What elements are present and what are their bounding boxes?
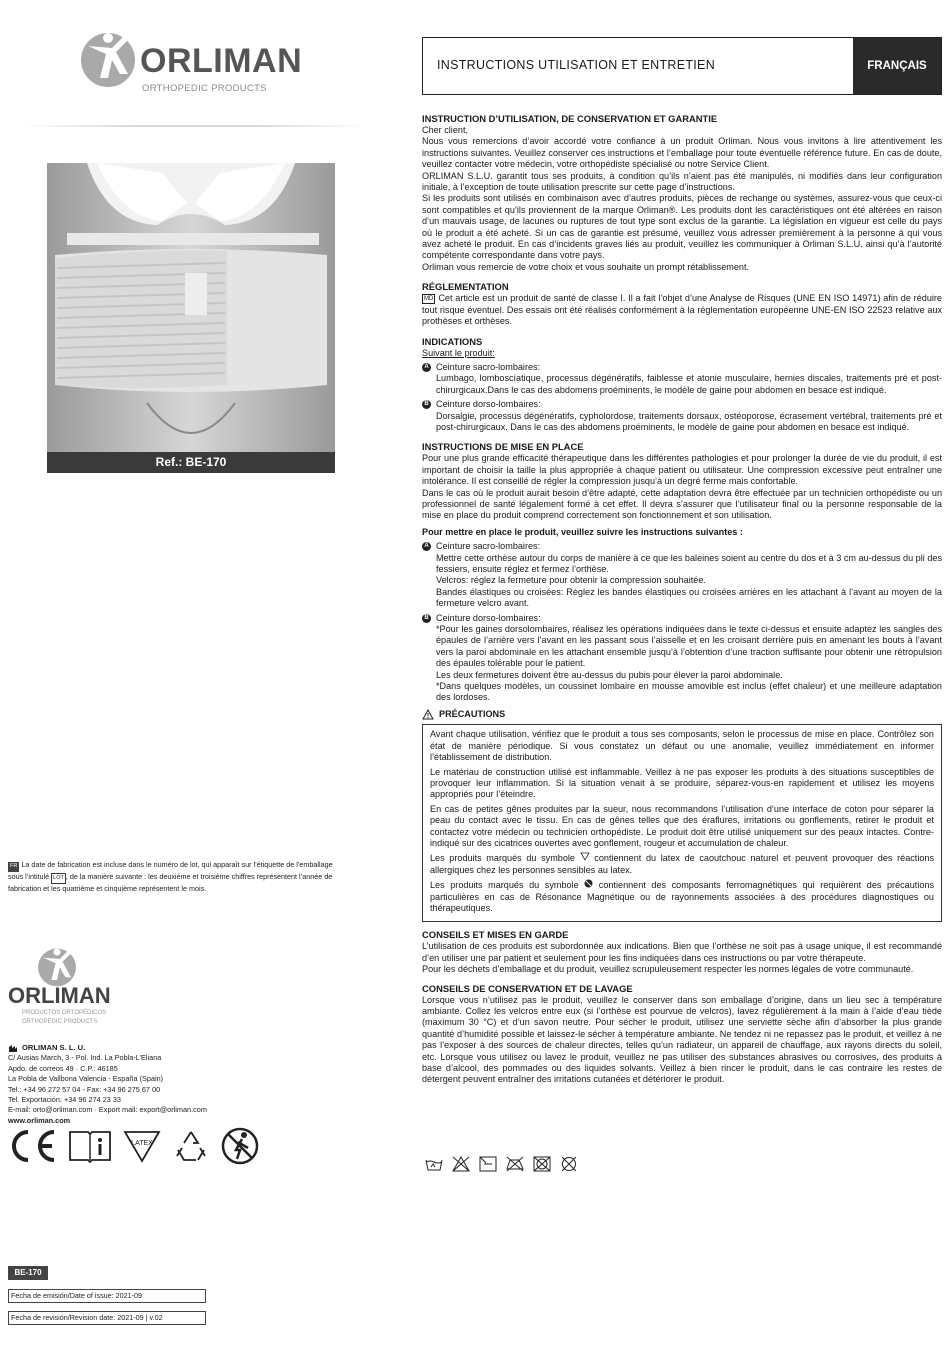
- mise-b-line: Les deux fermetures doivent être au-dessus du pubis pour élever la paroi abdominale.: [436, 669, 783, 680]
- address-line: Tel.: +34 96 272 57 04 - Fax: +34 96 275 67 00: [8, 1084, 161, 1094]
- no-disposal-icon: [220, 1126, 260, 1166]
- product-ref-label: Ref.: BE-170: [47, 452, 335, 473]
- header-bar: [422, 37, 942, 95]
- mr-text-a: Les produits marqués du symbole: [430, 880, 579, 891]
- orliman-figure-icon: [78, 28, 138, 88]
- indication-a: [422, 362, 942, 396]
- intro-paragraph: Cher client,: [422, 125, 468, 135]
- section-title-mise: INSTRUCTIONS DE MISE EN PLACE: [422, 441, 584, 453]
- section-title-intro: INSTRUCTION D’UTILISATION, DE CONSERVATION ET GARANTIE: [422, 113, 718, 124]
- mise-b-line: *Pour les gaines dorsolombaires, réalisez les opérations indiquées dans le texte ci-dessus et ensuite adaptez les sangles des épaules de l’arrière vers l’avant en les passant sous l’aisselle et en les croisant derrière puis en amenant les bouts à l’avant vers la paroi abdominale en les attachant ensemble jusqu’à l’obtention d’une traction suffisante pour obtenir une rétropulsion des épaules tolérable pour le patient.: [436, 624, 942, 669]
- indications-subtitle: Suivant le produit:: [422, 347, 495, 358]
- no-dry-clean-icon: [559, 1155, 579, 1173]
- reg-paragraph: [422, 293, 942, 327]
- brand-name: ORLIMAN: [140, 42, 303, 80]
- dry-flat-icon: [478, 1155, 498, 1173]
- care-symbols: [424, 1155, 579, 1177]
- lot-note: [8, 860, 338, 894]
- brand-tagline: ORTHOPEDIC PRODUCTS: [142, 83, 267, 94]
- mise-b-title: Ceinture dorso-lombaires:: [436, 612, 541, 623]
- bullet-a-icon: A: [422, 542, 431, 551]
- instructions-content: [422, 113, 942, 1086]
- company-address: [8, 1043, 268, 1126]
- latex-icon: [122, 1128, 162, 1164]
- mise-a-title: Ceinture sacro-lombaires:: [436, 541, 541, 552]
- company-name-row: [8, 1043, 268, 1053]
- mise-b: [422, 613, 942, 704]
- company-name: ORLIMAN S. L. U.: [22, 1043, 86, 1052]
- mise-paragraph: Pour une plus grande efficacité thérapeutique dans les différentes pathologies et pour prolonger la durée de vie du produit, il est important de choisir la taille la plus appropriée à chaque patient ou utilisateur. Une compression excessive peut entraîner une intolérance. Il est conseillé de régler la compression jusqu’à un degré ferme mais confortable.: [422, 453, 942, 487]
- section-title-indications: INDICATIONS: [422, 335, 483, 347]
- bullet-b-icon: B: [422, 400, 431, 409]
- conseils-paragraph: L’utilisation de ces produits est subordonnée aux indications. Bien que l’orthèse ne soit pas à usage unique, il est recommandé d’en utiliser une par patient et seulement pour les fins indiquées dans ces instructions ou par votre thérapeute.: [422, 941, 942, 963]
- address-line: C/ Ausias March, 3 - Pol. Ind. La Pobla-L’Eliana: [8, 1053, 162, 1063]
- indication-b-title: Ceinture dorso-lombaires:: [436, 399, 541, 410]
- precaution-mr: [430, 879, 934, 914]
- indication-a-text: Lumbago, lomboscíatique, processus dégénératifs, faiblesse et atonie musculaire, hernies discales, traitements pré et post-chirurgicaux.Dans le cas des abdomens proéminents, le modèle de gaine pour abdomen en besace est indiqué.: [436, 373, 942, 395]
- divider: [20, 125, 368, 127]
- latex-symbol-icon: [580, 852, 590, 861]
- mr-unsafe-icon: [584, 879, 593, 888]
- mr-text-b: contiennent des composants ferromagnétiques qui requièrent des précautions particulières en cas de Résonance Magnétique ou de rayonnements associées à des procédures diagnostiques ou thérapeutiques.: [430, 880, 935, 913]
- latex-text-b: contiennent du latex de caoutchouc naturel et peuvent provoquer des réactions allergiques chez les personnes sensibles au latex.: [430, 853, 935, 875]
- latex-icon-label: LATEX: [131, 1140, 153, 1147]
- mise-a-line: Velcros: réglez la fermeture pour obtenir la compression souhaitée.: [436, 575, 706, 586]
- section-title-lavage: CONSEILS DE CONSERVATION ET DE LAVAGE: [422, 982, 633, 994]
- hand-wash-icon: [424, 1155, 444, 1173]
- lot-badge: LOT: [51, 873, 66, 885]
- orliman-logo-bottom: [8, 945, 208, 1035]
- address-line: Tel. Exportación: +34 96 274 23 33: [8, 1095, 121, 1105]
- manufacturer-icon: [8, 1044, 18, 1053]
- address-line: La Pobla de Vallbona Valencia - España (Spain): [8, 1074, 164, 1084]
- precautions-header: [422, 709, 942, 720]
- precaution-paragraph: Le matériau de construction utilisé est inflammable. Veillez à ne pas exposer les produits à des situations susceptibles de provoquer leur inflammation. Si la situation venait à se produire, séparez-vous-en rapidement et utilisez les moyens appropriés pour l’éteindre.: [430, 766, 934, 800]
- mise-paragraph: Dans le cas où le produit aurait besoin d’être adapté, cette adaptation devra être effectuée par un technicien orthopédiste ou un professionnel de santé légalement formé à cet effet. Il devra s’assurer que l’utilisateur final ou la personne responsable de la mise en place du produit comprend correctement son fonctionnement et son utilisation.: [422, 487, 942, 521]
- bullet-a-icon: A: [422, 363, 431, 372]
- company-website: www.orliman.com: [8, 1115, 71, 1125]
- lot-note-text-b: , de la manière suivante : les deuxième et troisième chiffres représentent l’année de fabrication et les quatrième et cinquième représentent le mois.: [8, 871, 333, 893]
- indication-b: [422, 399, 942, 433]
- fr-flag-badge: FR: [8, 862, 19, 872]
- address-line: E-mail: orto@orliman.com · Export mail: export@orliman.com: [8, 1105, 207, 1115]
- no-tumble-dry-icon: [532, 1155, 552, 1173]
- precaution-paragraph: Avant chaque utilisation, vérifiez que le produit a tous ses composants, selon le processus de mise en place. Contrôlez son état de manière périodique. Si vous constatez un défaut ou une anomalie, veuillez immédiatement en informer l’établissement de distribution.: [430, 729, 934, 763]
- revision-date-box: Fecha de revisión/Revision date: 2021-09 | v.02: [8, 1311, 206, 1325]
- lavage-paragraph: Lorsque vous n’utilisez pas le produit, veuillez le conserver dans son emballage d’origine, dans un lieu sec à température ambiante. Collez les velcros entre eux (si l’orthèse est pourvue de velcros), lavez régulièrement à la main à l’aide d’eau tiède (maximum 30 °C) et d’un savon neutre. Pour sécher le produit, utilisez une serviette sèche afin d’absorber la plus grande quantité d’humidité possible et laissez-le sécher à température ambiante. Ne tendez ni ne repassez pas le produit, et veillez à ne pas l’exposer à des sources de chaleur directes, telles qu’un radiateur, un appareil de chauffage, aux rayons directs du soleil, etc. Lorsque vous utilisez ou lavez le produit, veuillez ne pas utiliser des substances abrasives ou corrosives, des produits à base d’alcool, des pommades ou des liquides solvants. Veillez à bien rincer le produit, dans le cas contraire les restes de détergent peuvent entraîner des irritations cutanées et détériorer le produit.: [422, 994, 942, 1085]
- instructions-icon: [68, 1128, 112, 1164]
- certification-icons: [8, 1125, 260, 1167]
- section-title-conseils: CONSEILS ET MISES EN GARDE: [422, 929, 569, 941]
- product-code-badge: BE-170: [8, 1266, 48, 1280]
- lot-note-text-a: La date de fabrication est incluse dans le numéro de lot, qui apparaît sur l’étiquette de l’emballage sous l’intitulé: [8, 860, 333, 881]
- intro-paragraph: Si les produits sont utilisés en combinaison avec d’autres produits, pièces de rechange ou systèmes, assurez-vous que ceux-ci sont compatibles et qu’ils proviennent de la marque Orliman®. Les produits dont les caractéristiques ont été altérées en raison d’un mauvais usage, de lacunes ou ruptures de tout type sont exclus de la garantie. La législation en vigueur est celle du pays où le produit a été acheté. Si un cas de garantie est présumé, veuillez vous adresser premièrement à la personne à qui vous avez acheté le produit. En cas d’incidents graves liés au produit, veuillez les communiquer à Orliman S.L.U. ainsi qu’à l’autorité compétente correspondante dans votre pays.: [422, 193, 942, 261]
- indication-a-title: Ceinture sacro-lombaires:: [436, 361, 541, 372]
- section-title-precautions: PRÉCAUTIONS: [439, 708, 506, 719]
- product-photo: [47, 163, 335, 473]
- section-title-reg: RÉGLEMENTATION: [422, 281, 509, 293]
- precaution-paragraph: En cas de petites gênes produites par la sueur, nous recommandons l’utilisation d’une interface de coton pour séparer la peau du contact avec le tissu. En cas de gênes telles que des éraflures, irritations ou gonflements, retirer le produit et contactez votre médecin ou technicien orthopédiste. Le produit doit être utilisé uniquement sur des peaux intactes. Contre-indiqué sur des cicatrices ouvertes avec gonflement, rougeur et accumulation de chaleur.: [430, 803, 934, 848]
- mise-b-line: *Dans quelques modèles, un coussinet lombaire en mousse amovible est inclus (effet chaleur) et une meilleure adaptation des lordoses.: [436, 681, 942, 703]
- intro-paragraph: ORLIMAN S.L.U. garantit tous ses produits, à condition qu’ils n’aient pas été manipulés, ni modifiés dans leur configuration initiale, à l’exception de toute utilisation prescrite sur cette page d’instructions.: [422, 170, 942, 193]
- mise-a-line: Bandes élastiques ou croisées: Réglez les bandes élastiques ou croisées arrières en les attachant à l’avant au moyen de la fermeture velcro avant.: [436, 586, 942, 609]
- orliman-logo: [78, 28, 318, 98]
- brand-tagline-bottom: [22, 1009, 106, 1027]
- md-icon: MD: [424, 296, 434, 303]
- address-line: Apdo. de correos 49 · C.P.: 46185: [8, 1063, 118, 1073]
- brand-tagline-en: ORTHOPEDIC PRODUCTS: [22, 1019, 98, 1025]
- no-iron-icon: [505, 1155, 525, 1173]
- reg-text: Cet article est un produit de santé de classe I. Il a fait l’objet d’une Analyse de Risques (UNE EN ISO 14971) afin de réduire tout risque éventuel. Des essais ont été réalisés conformément à la réglementation européenne UNE-EN ISO 22523 relative aux prothèses et orthèses.: [422, 293, 942, 327]
- intro-paragraph: Nous vous remercions d’avoir accordé votre confiance à un produit Orliman. Nous vous invitons à lire attentivement les instructions suivantes. Veuillez conserver ces instructions et l’emballage pour toute éventuelle référence future. En cas de doute, veuillez contacter votre médecin, votre orthopédiste spécialisé ou notre Service Client.: [422, 136, 942, 170]
- warning-icon: [422, 709, 434, 720]
- indication-b-text: Dorsalgie, processus dégénératifs, cypholordose, traitements dorsaux, ostéoporose, écrasement vertébral, traitements pré et post-chirurgicaux. Dans le cas des abdomens proéminents, le modèle de gaine pour abdomen en besace est indiqué.: [436, 410, 942, 432]
- brand-tagline-es: PRODUCTOS ORTOPÉDICOS: [22, 1010, 107, 1016]
- intro-paragraph: Orliman vous remercie de votre choix et vous souhaite un prompt rétablissement.: [422, 261, 750, 272]
- language-badge: FRANÇAIS: [853, 38, 941, 94]
- mise-bold: Pour mettre en place le produit, veuillez suivre les instructions suivantes :: [422, 526, 743, 537]
- latex-text-a: Les produits marqués du symbole: [430, 853, 575, 864]
- brand-name-bottom: ORLIMAN: [8, 983, 111, 1008]
- conseils-paragraph: Pour les déchets d’emballage et du produit, veuillez scrupuleusement respecter les normes légales de votre communauté.: [422, 964, 914, 975]
- orliman-figure-icon: [36, 945, 78, 987]
- no-bleach-icon: [451, 1155, 471, 1173]
- issue-date-box: Fecha de emisión/Date of issue: 2021-09: [8, 1289, 206, 1303]
- precautions-box: [422, 724, 942, 922]
- precaution-latex: [430, 852, 934, 876]
- ce-mark-icon: [8, 1128, 58, 1164]
- mise-a-line: Mettre cette orthèse autour du corps de manière à ce que les baleines soient au centre du dos et à 3 cm au-dessus du pli des fessiers, ensuite réglez et fermez l’orthèse.: [436, 552, 942, 574]
- mise-a: [422, 541, 942, 609]
- recycle-icon: [172, 1128, 210, 1164]
- page-title: INSTRUCTIONS UTILISATION ET ENTRETIEN: [437, 58, 716, 72]
- belt-illustration: [47, 163, 335, 473]
- bullet-b-icon: B: [422, 614, 431, 623]
